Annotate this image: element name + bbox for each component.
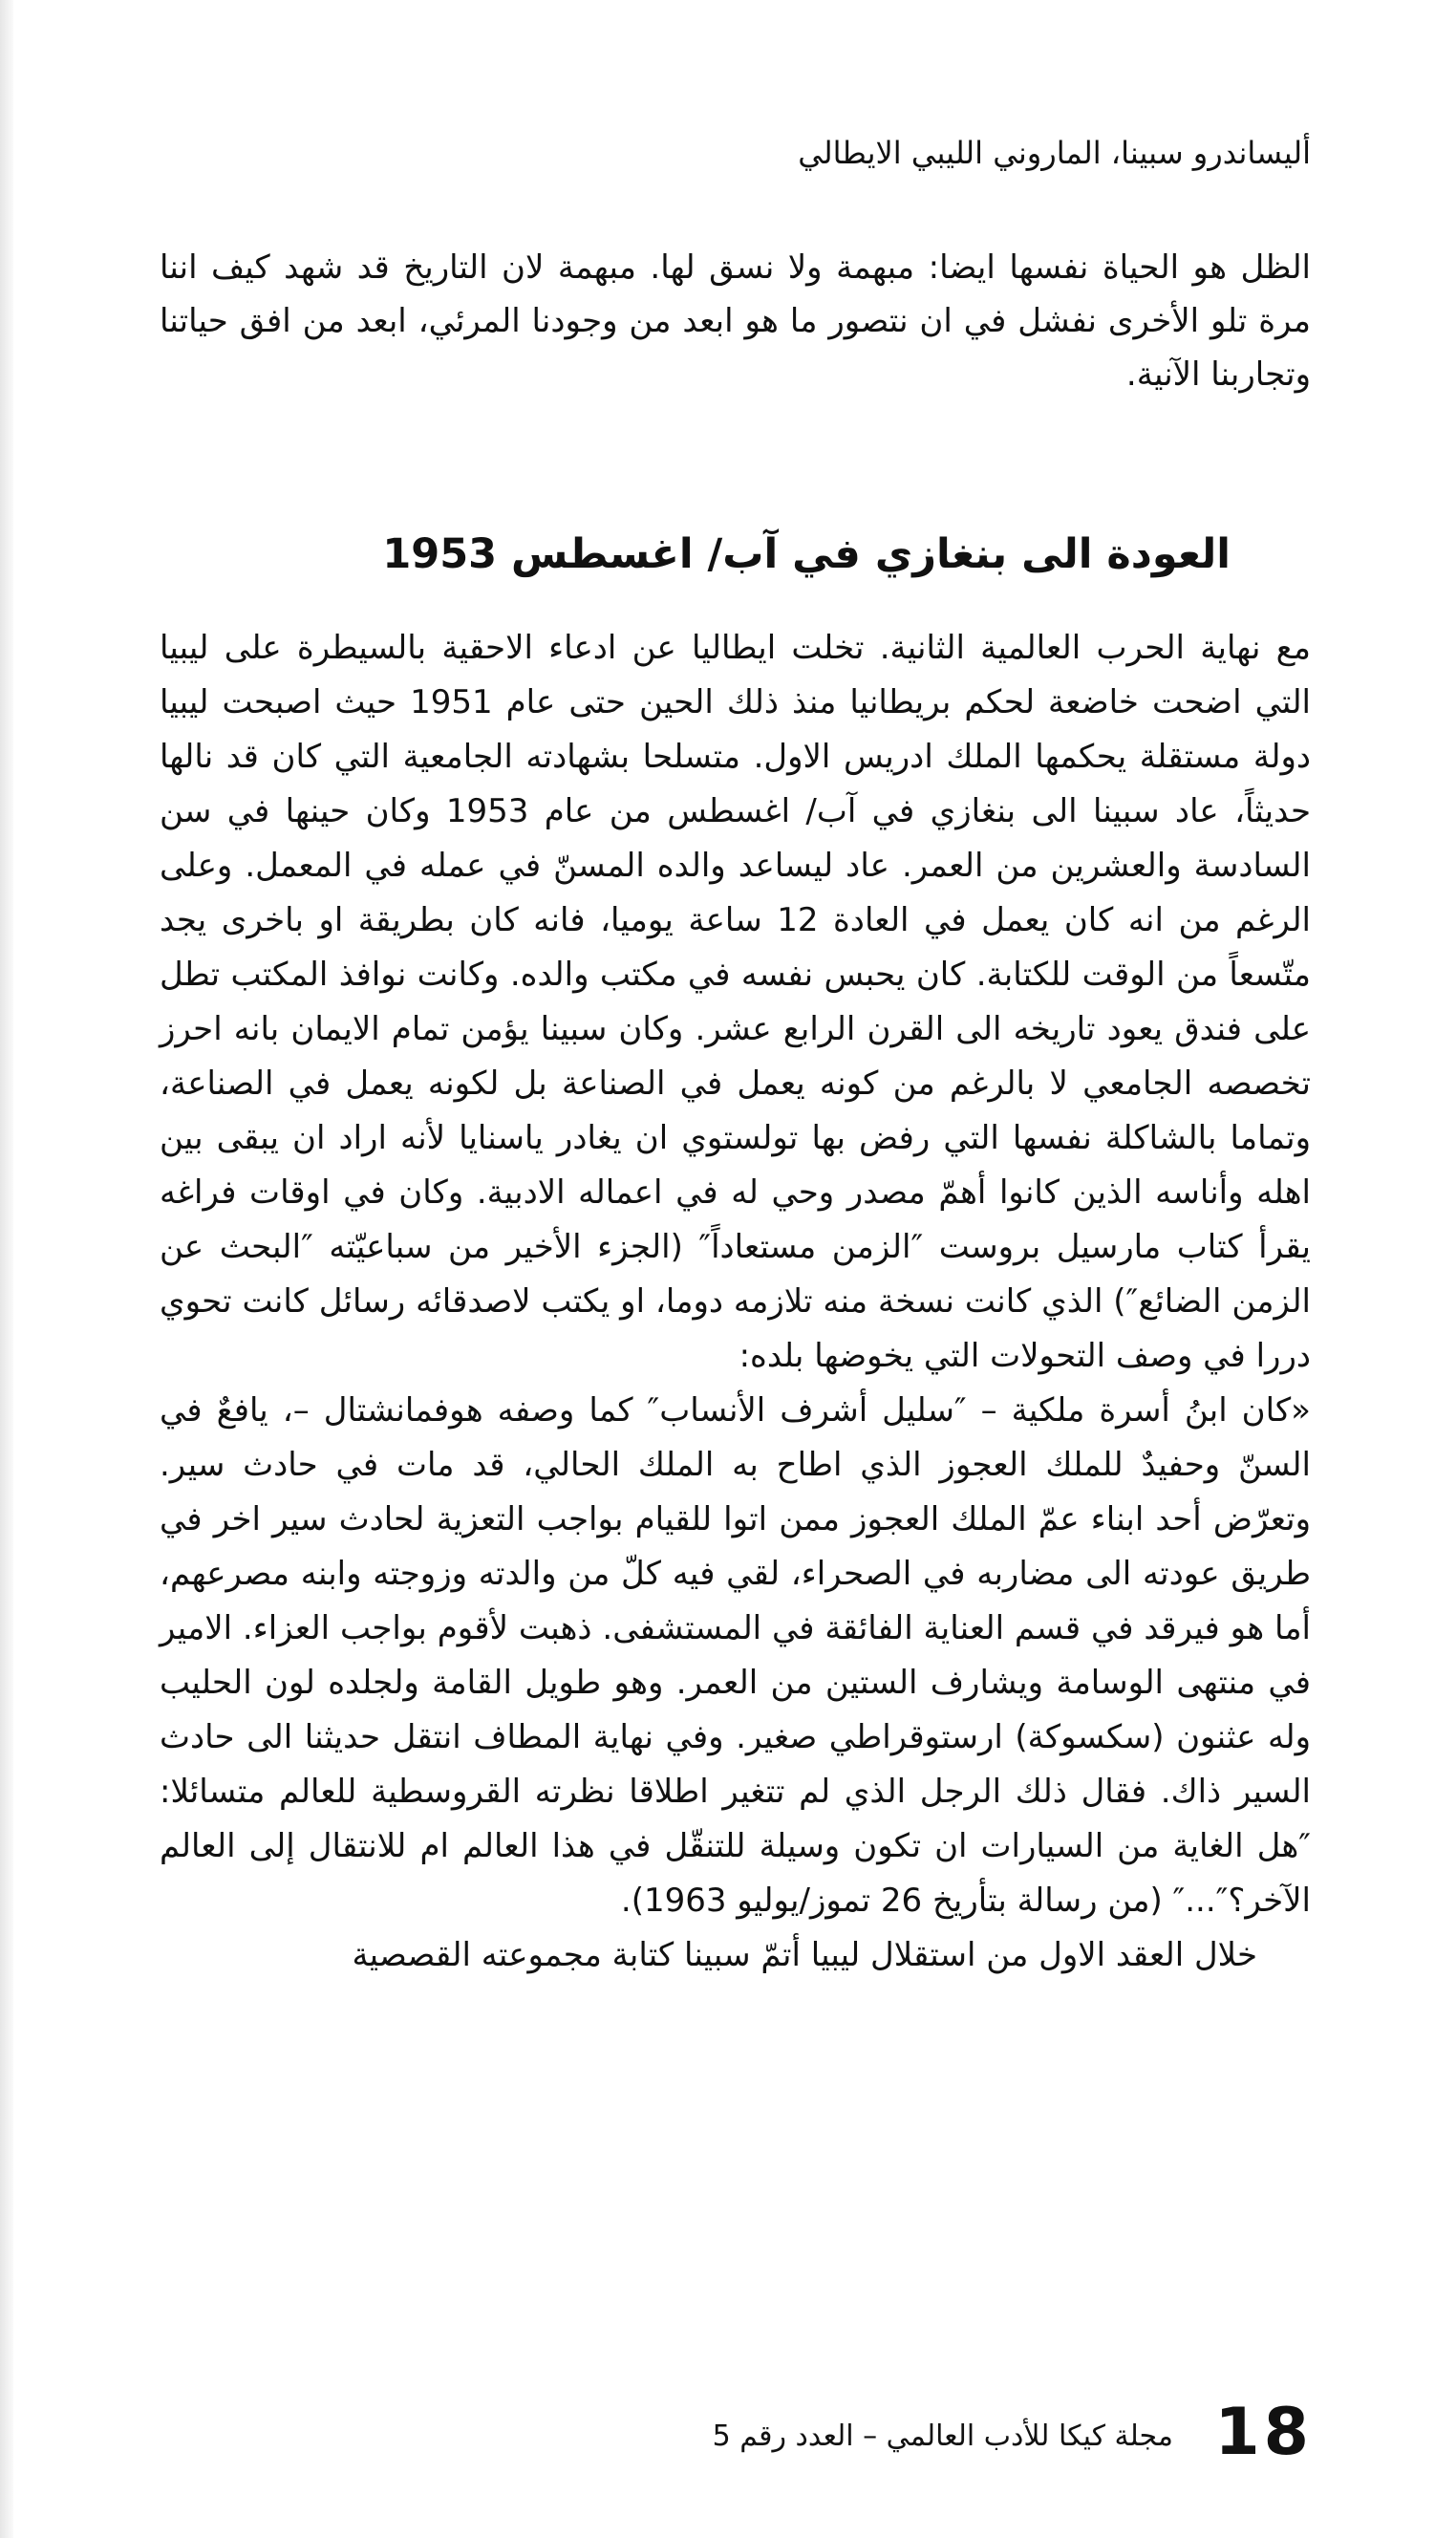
intro-paragraph-block [160, 241, 1311, 401]
article-body [160, 621, 1311, 1983]
intro-paragraph: الظل هو الحياة نفسها ايضا: مبهمة ولا نسق لها. مبهمة لان التاريخ قد شهد كيف اننا مرة تلو الأخرى نفشل في ان نتصور ما هو ابعد من وجودنا المرئي، ابعد من افق حياتنا وتجاربنا الآنية. [160, 248, 1311, 394]
page-edge [0, 0, 13, 2538]
body-paragraph-2: خلال العقد الاول من استقلال ليبيا أتمّ سبينا كتابة مجموعته القصصية [352, 1936, 1257, 1974]
page-number: 18 [1214, 2395, 1313, 2470]
running-header: أليساندرو سبينا، الماروني الليبي الايطالي [798, 135, 1311, 171]
section-heading: العودة الى بنغازي في آب/ اغسطس 1953 [382, 529, 1231, 578]
footer-journal-title: مجلة كيكا للأدب العالمي – العدد رقم 5 [712, 2420, 1173, 2453]
body-paragraph-1: مع نهاية الحرب العالمية الثانية. تخلت ايطاليا عن ادعاء الاحقية بالسيطرة على ليبيا التي اضحت خاضعة لحكم بريطانيا منذ ذلك الحين حتى عام 1951 حيث اصبحت ليبيا دولة مستقلة يحكمها الملك ادريس الاول. متسلحا بشهادته الجامعية التي كان قد نالها حديثاً، عاد سبينا الى بنغازي في آب/ اغسطس من عام 1953 وكان حينها في سن السادسة والعشرين من العمر. عاد ليساعد والده المسنّ في عمله في المعمل. وعلى الرغم من انه كان يعمل في العادة 12 ساعة يوميا، فانه كان بطريقة او باخرى يجد متّسعاً من الوقت للكتابة. كان يحبس نفسه في مكتب والده. وكانت نوافذ المكتب تطل على فندق يعود تاريخه الى القرن الرابع عشر. وكان سبينا يؤمن تمام الايمان بانه احرز تخصصه الجامعي لا بالرغم من كونه يعمل في الصناعة بل لكونه يعمل في الصناعة، وتماما بالشاكلة نفسها التي رفض بها تولستوي ان يغادر ياسنايا لأنه اراد ان يبقى بين اهله وأناسه الذين كانوا أهمّ مصدر وحي له في اعماله الادبية. وكان في اوقات فراغه يقرأ كتاب مارسيل بروست ″الزمن مستعاداً″ (الجزء الأخير من سباعيّته ″البحث عن الزمن الضائع″) الذي كانت نسخة منه تلازمه دوما، او يكتب لاصدقائه رسائل كانت تحوي دررا في وصف التحولات التي يخوضها بلده: [160, 629, 1312, 1375]
letter-quote: «كان ابنُ أسرة ملكية – ″سليل أشرف الأنساب″ كما وصفه هوفمانشتال –، يافعٌ في السنّ وحفيدٌ للملك العجوز الذي اطاح به الملك الحالي، قد مات في حادث سير. وتعرّض أحد ابناء عمّ الملك العجوز ممن اتوا للقيام بواجب التعزية لحادث سير اخر في طريق عودته الى مضاربه في الصحراء، لقي فيه كلّ من والدته وزوجته وابنه مصرعهم، أما هو فيرقد في قسم العناية الفائقة في المستشفى. ذهبت لأقوم بواجب العزاء. الامير في منتهى الوسامة ويشارف الستين من العمر. وهو طويل القامة ولجلده لون الحليب وله عثنون (سكسوكة) ارستوقراطي صغير. وفي نهاية المطاف انتقل حديثنا الى حادث السير ذاك. فقال ذلك الرجل الذي لم تتغير اطلاقا نظرته القروسطية للعالم متسائلا: ″هل الغاية من السيارات ان تكون وسيلة للتنقّل في هذا العالم ام للانتقال إلى العالم الآخر؟″...″ (من رسالة بتأريخ 26 تموز/يوليو 1963). [160, 1391, 1311, 1920]
